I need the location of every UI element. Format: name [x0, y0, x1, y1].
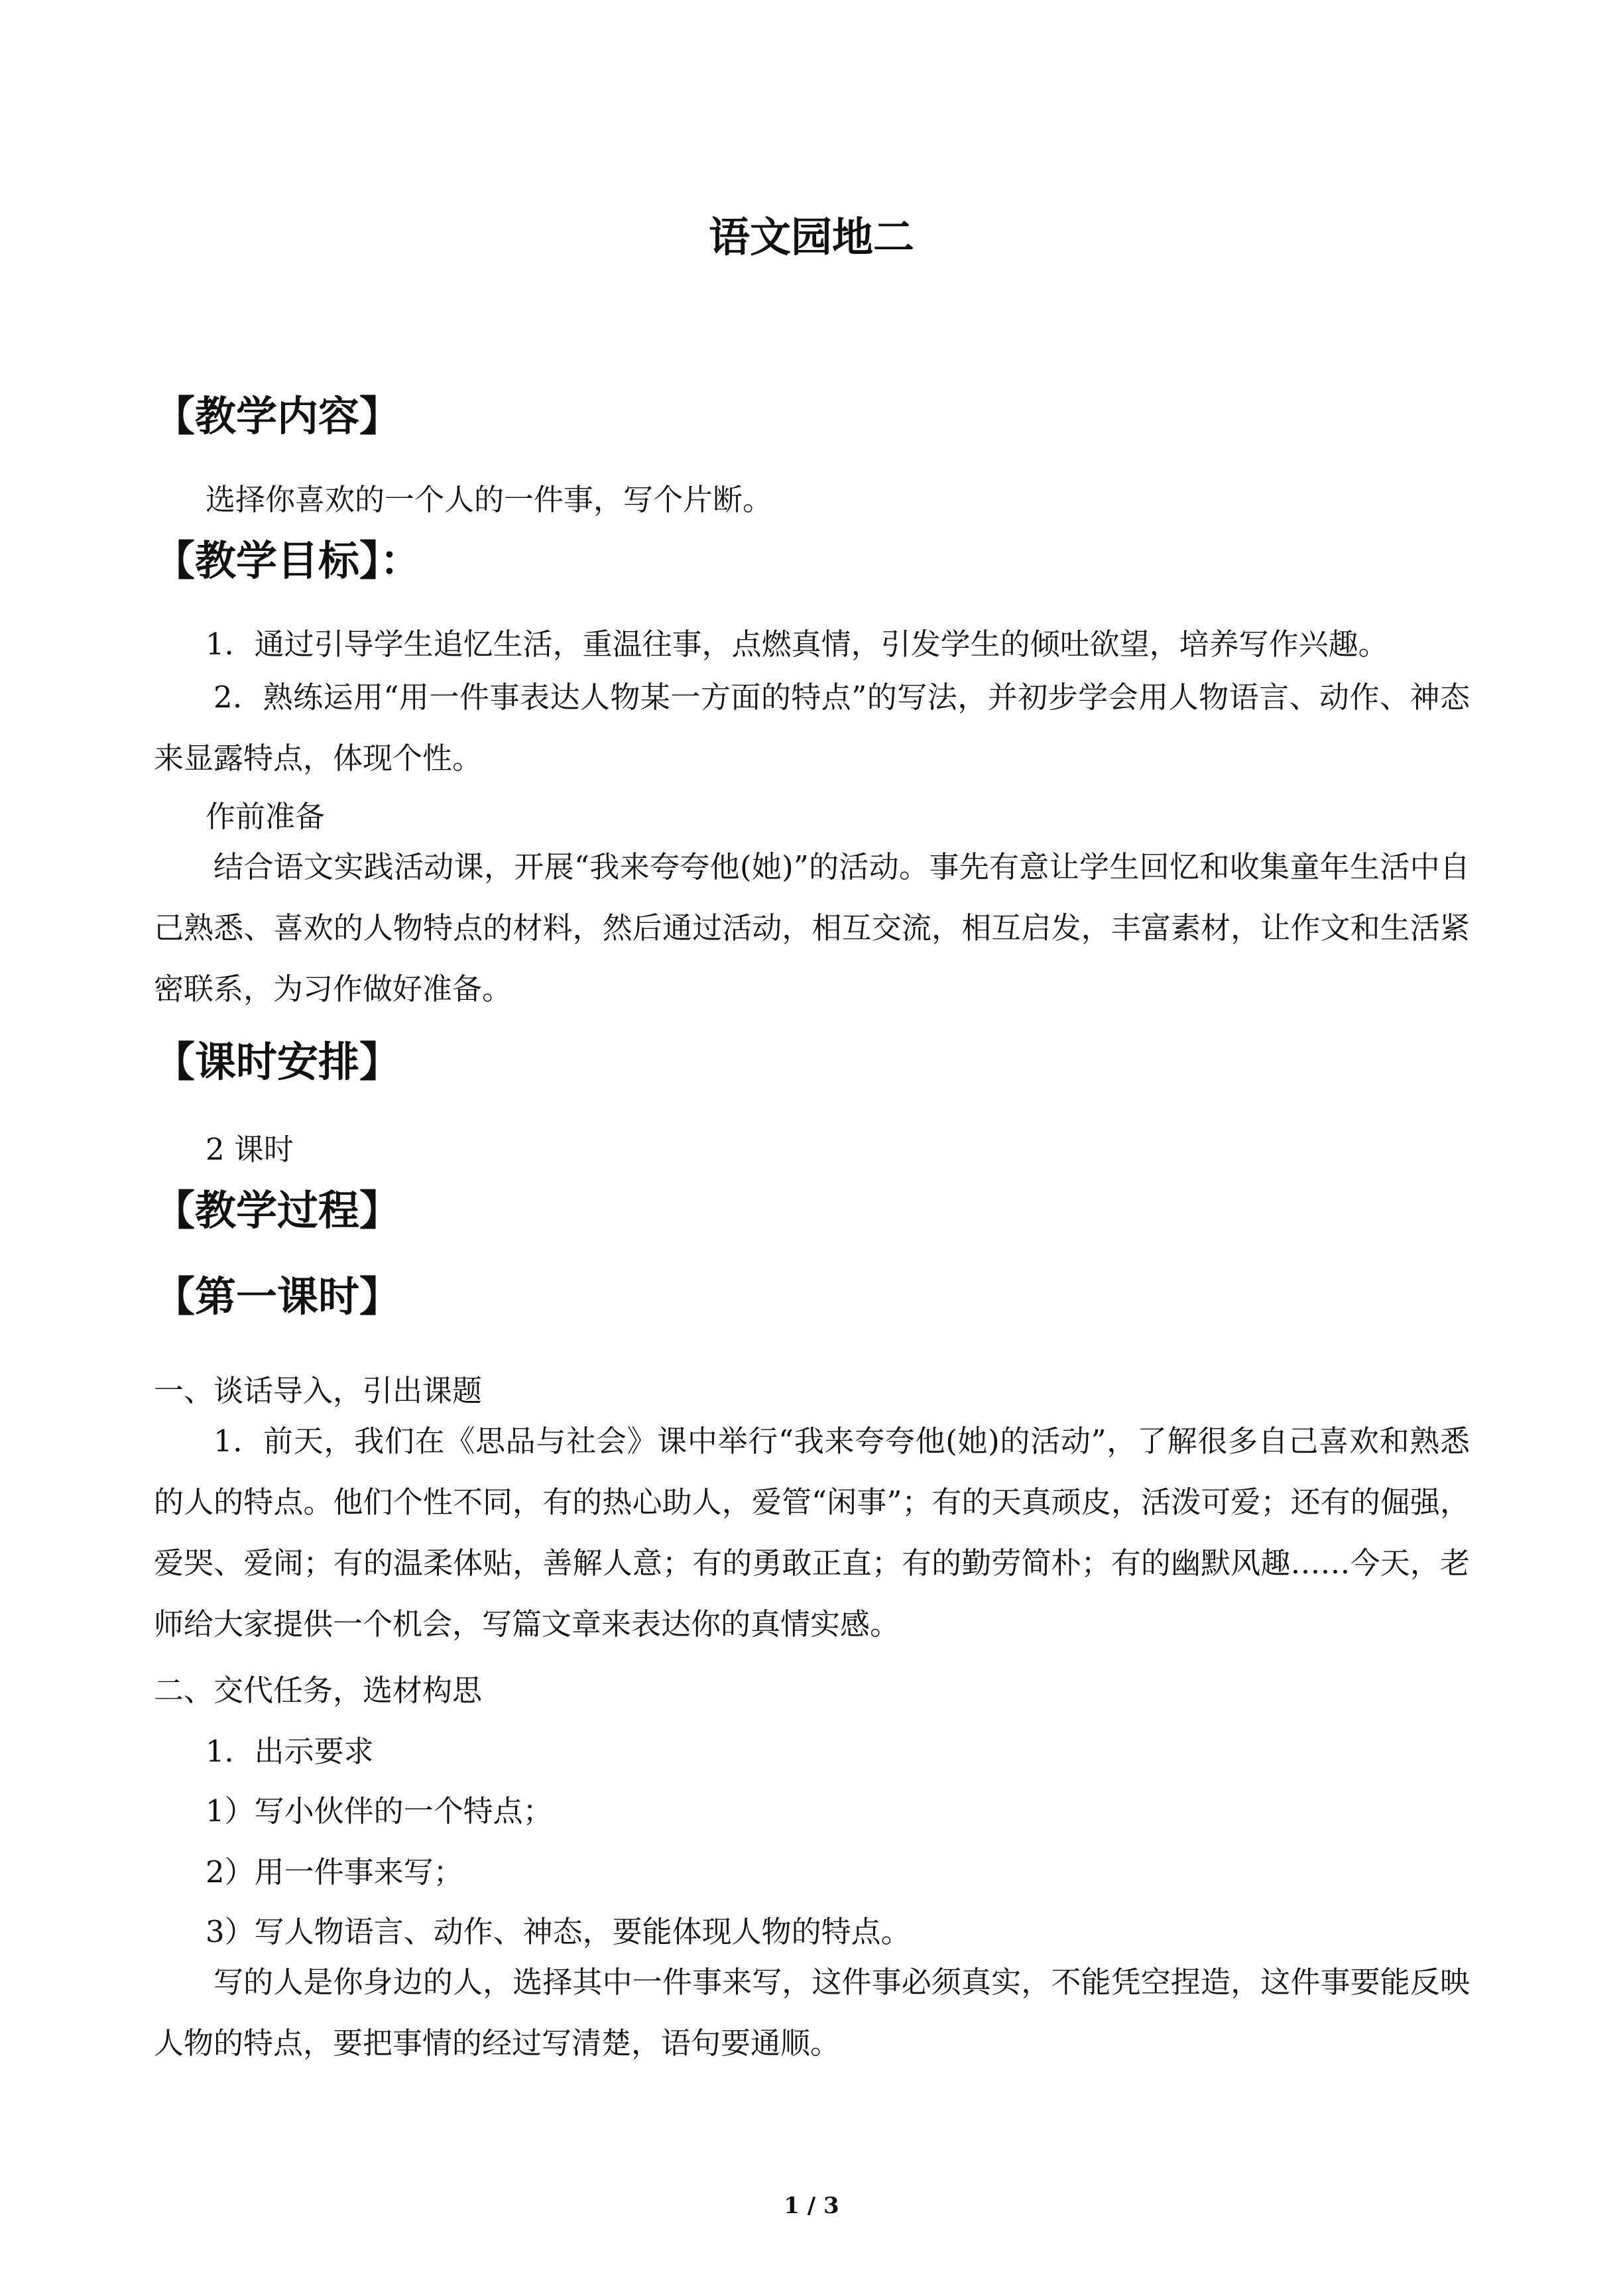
heading-first-lesson: 【第一课时】	[154, 1272, 401, 1321]
step-2-item: 1．出示要求	[206, 1734, 374, 1769]
step-1-title: 一、谈话导入，引出课题	[154, 1373, 483, 1408]
requirement-2: 2）用一件事来写；	[206, 1854, 463, 1890]
page-title: 语文园地二	[708, 213, 914, 261]
step-2-title: 二、交代任务，选材构思	[154, 1673, 483, 1708]
page-number: 1 / 3	[784, 2193, 839, 2219]
teaching-content-text: 选择你喜欢的一个人的一件事，写个片断。	[206, 482, 773, 517]
goal-2-text: 2．熟练运用“用一件事表达人物某一方面的特点”的写法，并初步学会用人物语言、动作、神态来显露特点，体现个性。	[154, 680, 1470, 776]
goal-1-text: 1．通过引导学生追忆生活，重温往事，点燃真情，引发学生的倾吐欲望，培养写作兴趣。	[206, 627, 1388, 662]
heading-teaching-process: 【教学过程】	[154, 1186, 401, 1235]
schedule-text: 2 课时	[206, 1132, 294, 1167]
step-1-text: 1．前天，我们在《思品与社会》课中举行“我来夸夸他(她)的活动”，了解很多自己喜欢和熟悉的人的特点。他们个性不同，有的热心助人，爱管“闲事”；有的天真顽皮，活泼可爱；还有的倔强，爱哭、爱闹；有的温柔体贴，善解人意；有的勇敢正直；有的勤劳简朴；有的幽默风趣……今天，老师给大家提供一个机会，写篇文章来表达你的真情实感。	[154, 1423, 1470, 1642]
requirement-3: 3）写人物语言、动作、神态，要能体现人物的特点。	[206, 1914, 911, 1949]
prep-text: 结合语文实践活动课，开展“我来夸夸他(她)”的活动。事先有意让学生回忆和收集童年生活中自己熟悉、喜欢的人物特点的材料，然后通过活动，相互交流，相互启发，丰富素材，让作文和生活紧密联系，为习作做好准备。	[154, 849, 1470, 1006]
prep-label: 作前准备	[206, 799, 326, 834]
closing-text: 写的人是你身边的人，选择其中一件事来写，这件事必须真实，不能凭空捏造，这件事要能反映人物的特点，要把事情的经过写清楚，语句要通顺。	[154, 1964, 1470, 2061]
heading-schedule: 【课时安排】	[154, 1038, 401, 1086]
heading-teaching-goals: 【教学目标】：	[154, 536, 422, 585]
heading-teaching-content: 【教学内容】	[154, 392, 401, 440]
requirement-1: 1）写小伙伴的一个特点；	[206, 1793, 553, 1829]
